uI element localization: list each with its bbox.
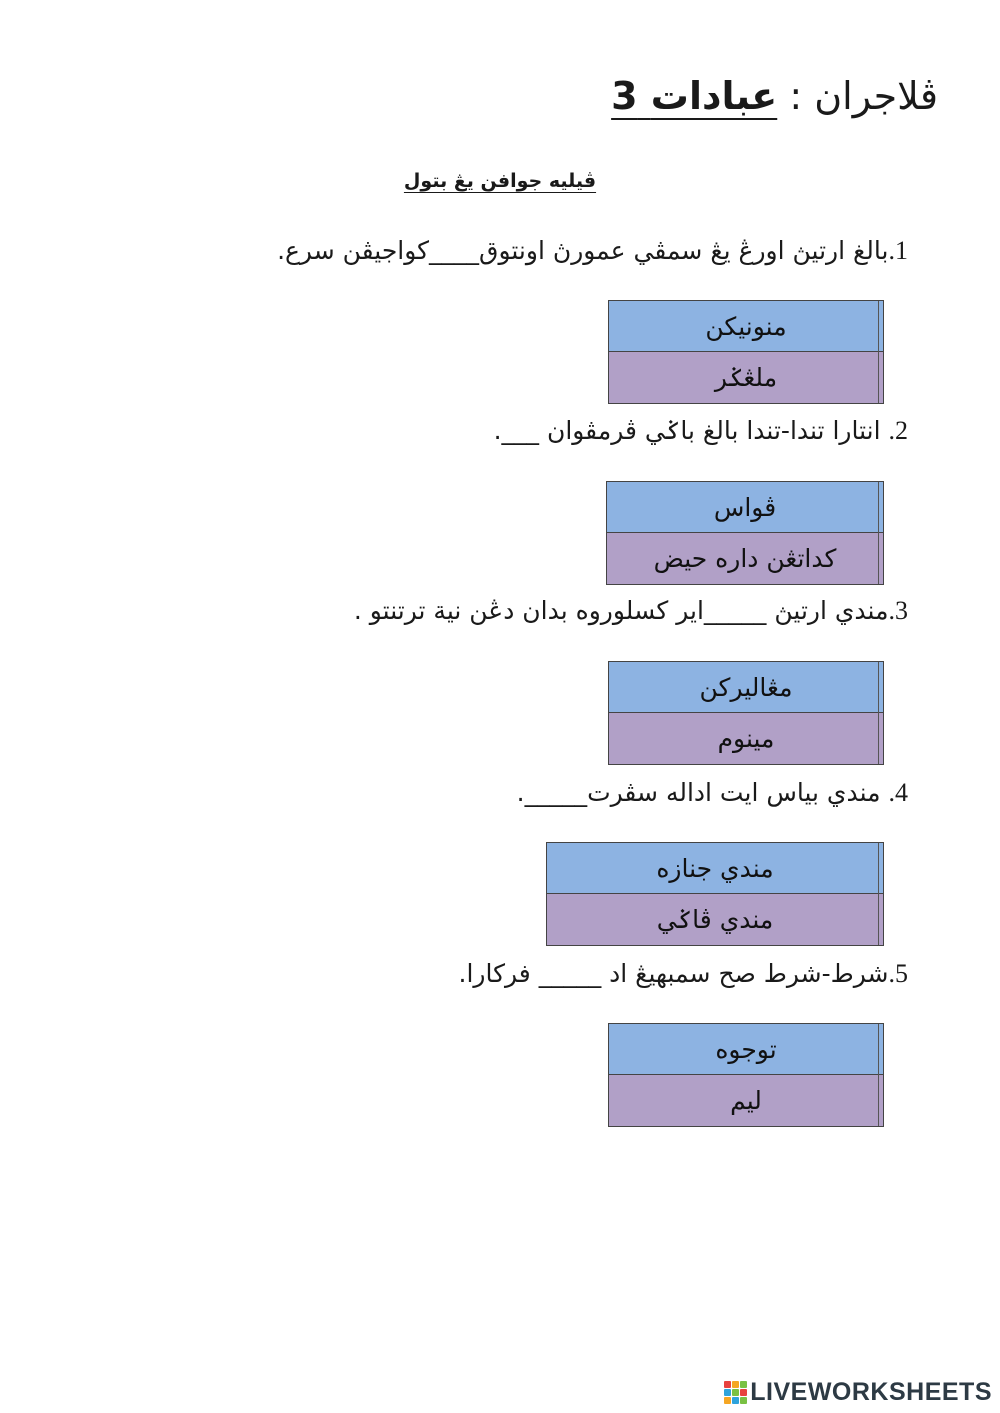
option-1b[interactable]: ملڠݢر [609, 352, 883, 403]
question-text: بالغ ارتيڽ اورڠ يڠ سمڤي عمورڽ اونتوق____كواجيڤن سرع. [277, 236, 889, 265]
option-2b[interactable]: كداتڠن داره حيض [607, 533, 883, 584]
question-number: 5. [888, 959, 908, 988]
question-text: شرط-شرط صح سمبهيڠ اد _____ فركارا. [458, 959, 889, 988]
title-topic-word: عبادات [650, 74, 778, 118]
question-3 [354, 592, 908, 630]
question-number: 4. [888, 778, 908, 807]
liveworksheets-watermark [724, 1378, 992, 1407]
options-box-5 [608, 1023, 884, 1127]
option-3b[interactable]: مينوم [609, 713, 883, 764]
title-number: 3 [611, 74, 638, 118]
question-number: 3. [888, 596, 908, 625]
question-5 [459, 955, 908, 993]
question-number: 1. [888, 236, 908, 265]
option-5b[interactable]: ليم [609, 1075, 883, 1126]
liveworksheets-brand: LIVEWORKSHEETS [750, 1378, 992, 1406]
question-number: 2. [888, 416, 908, 445]
instruction-text: ڤيليه جوافن يڠ بتول [403, 170, 597, 192]
question-text: مندي ارتيڽ _____اير كسلوروه بدان دڠن نية ترتنتو . [353, 596, 889, 625]
options-box-2 [606, 481, 884, 585]
option-4a[interactable]: مندي جنازه [547, 843, 883, 894]
question-text: مندي بياس ايت اداله سڤرت_____. [516, 778, 889, 807]
worksheet-title [611, 68, 938, 124]
option-1a[interactable]: منونيكن [609, 301, 883, 352]
options-box-1 [608, 300, 884, 404]
option-5a[interactable]: توجوه [609, 1024, 883, 1075]
title-topic [611, 74, 777, 118]
liveworksheets-logo-icon [724, 1381, 747, 1404]
question-text: انتارا تندا-تندا بالغ باݢي ڤرمڤوان ___. [493, 416, 889, 445]
option-4b[interactable]: مندي ڤاݢي [547, 894, 883, 945]
title-prefix: ڤلاجران : [789, 74, 938, 118]
option-3a[interactable]: مڠاليركن [609, 662, 883, 713]
option-2a[interactable]: ڤواس [607, 482, 883, 533]
question-4 [517, 774, 908, 812]
options-box-4 [546, 842, 884, 946]
question-1 [277, 232, 908, 270]
question-2 [494, 412, 908, 450]
options-box-3 [608, 661, 884, 765]
